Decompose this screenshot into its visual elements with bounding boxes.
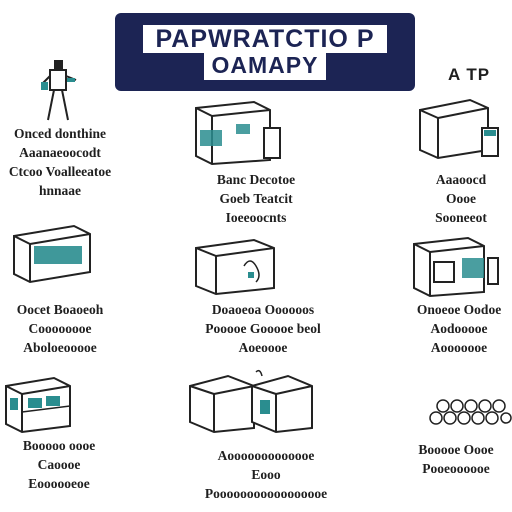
title-line-1: PAPWRATCTIO P bbox=[143, 25, 386, 53]
person-with-tool-icon bbox=[38, 58, 78, 124]
title-banner bbox=[115, 13, 415, 91]
cell-2-label: Banc Decotoe Goeb Teatcit Ioeeoocnts bbox=[216, 172, 296, 225]
cell-6-label: Onoeoe Oodoe Aodooooe Aooooooe bbox=[416, 302, 502, 355]
cell-8-label: Aooooooooooooe Eooo Pooooooooooooooooe bbox=[204, 448, 328, 501]
cell-7-label: Booooo oooe Caoooe Eoooooeoe bbox=[22, 438, 96, 491]
cell-9-label: Booooe Oooe Pooeoooooe bbox=[418, 442, 494, 476]
pallet-circles-icon bbox=[428, 392, 512, 426]
cell-3-label: Aaaoocd Oooe Sooneeot bbox=[435, 172, 487, 225]
corner-heading: A TP bbox=[448, 65, 491, 84]
flat-box-icon bbox=[12, 222, 94, 284]
open-box-icon bbox=[194, 238, 284, 296]
stacked-crates-icon bbox=[4, 376, 74, 434]
open-box-machine-icon bbox=[194, 100, 286, 166]
cell-1-label: Onced donthine Aaanaeoocodt Ctcoo Voalleeatoe hnnaae bbox=[8, 126, 112, 198]
title-line-2: OAMAPY bbox=[204, 53, 327, 80]
cell-5-label: Doaoeoa Oooooos Pooooe Gooooe beol Aoeoooe bbox=[205, 302, 321, 355]
box-with-lid-icon bbox=[412, 236, 500, 298]
box-with-cup-icon bbox=[418, 98, 502, 160]
twin-boxes-icon bbox=[188, 372, 316, 434]
cell-4-label: Oocet Boaoeoh Coooooooe Aboloeooooe bbox=[16, 302, 104, 355]
